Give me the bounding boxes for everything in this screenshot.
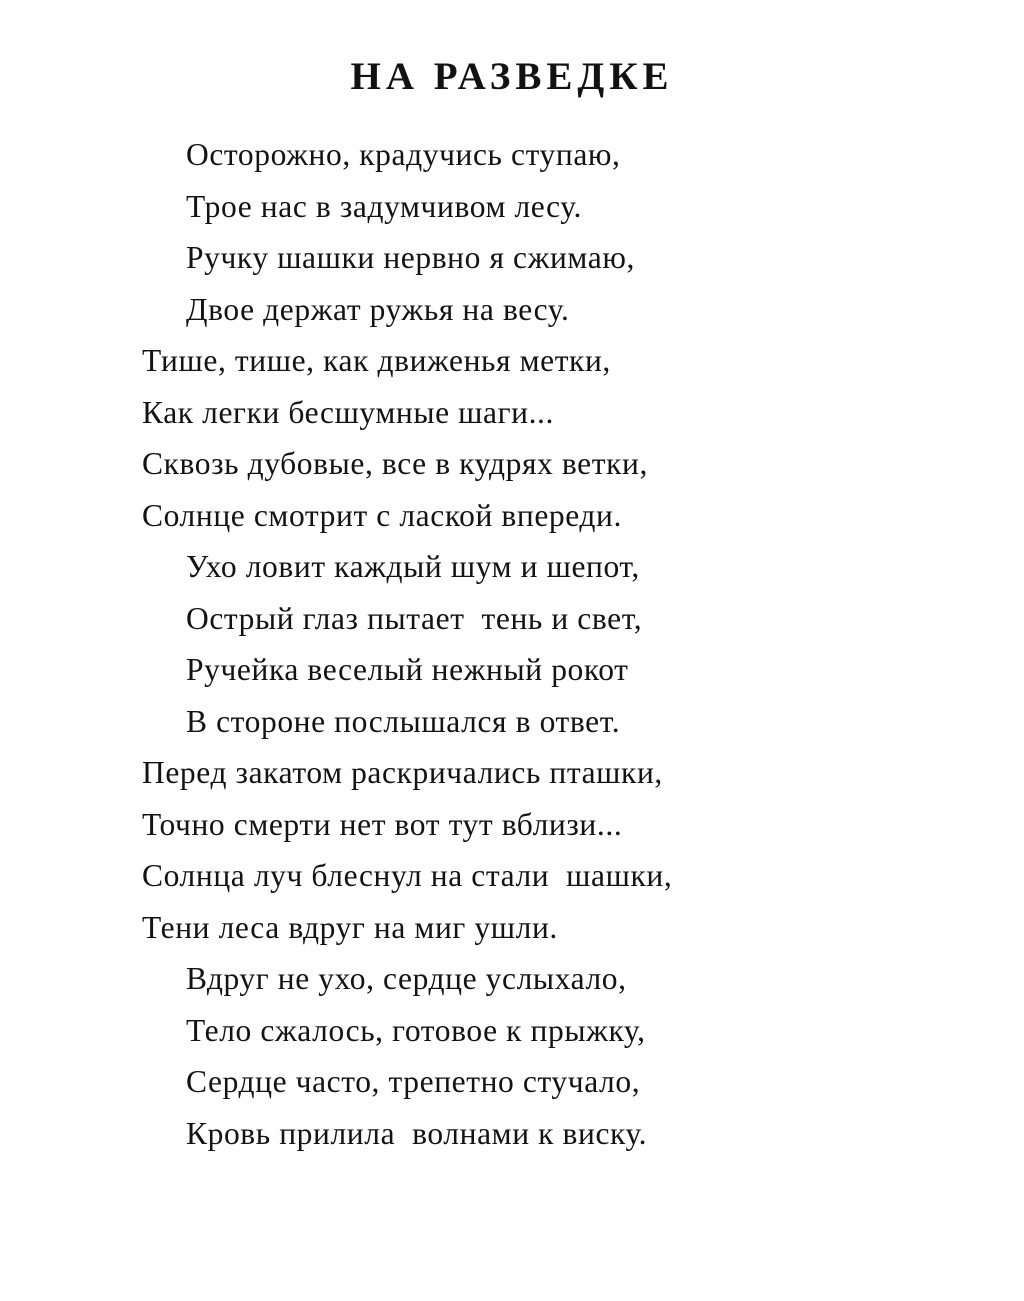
poem-line: Трое нас в задумчивом лесу. [186,188,582,224]
stanza [142,953,942,1159]
poem-line: Острый глаз пытает тень и свет, [186,600,643,636]
page-title: НА РАЗВЕДКЕ [350,55,674,98]
poem-line: Тело сжалось, готовое к прыжку, [186,1012,646,1048]
poem-line: Тени леса вдруг на миг ушли. [142,909,558,945]
poem-line: Сердце часто, трепетно стучало, [186,1064,641,1099]
poem-line: Перед закатом раскричались пташки, [142,755,663,790]
poem-line: Двое держат ружья на весу. [186,291,570,327]
poem-line: В стороне послышался в ответ. [186,703,621,739]
poem-line: Сквозь дубовые, все в кудрях ветки, [142,446,648,481]
poem-line: Солнце смотрит с лаской впереди. [142,497,622,533]
stanza [142,335,942,541]
poem-line: Точно смерти нет вот тут вблизи... [142,806,623,842]
poem-line: Ручейка веселый нежный рокот [186,652,629,687]
poem-body [82,129,942,1159]
poem-line: Ручку шашки нервно я сжимаю, [186,240,635,275]
poem-line: Солнца луч блеснул на стали шашки, [142,858,673,893]
poem-line: Вдруг не ухо, сердце услыхало, [186,961,627,996]
poem-line: Тише, тише, как движенья метки, [142,343,611,378]
poem-line: Кровь прилила волнами к виску. [186,1115,648,1151]
document-page [0,54,1024,1301]
stanza [142,541,942,747]
stanza [142,747,942,953]
stanza [142,129,942,335]
poem-line: Ухо ловит каждый шум и шепот, [186,549,640,584]
poem-line: Как легки бесшумные шаги... [142,394,555,430]
poem-line: Осторожно, крадучись ступаю, [186,137,621,172]
